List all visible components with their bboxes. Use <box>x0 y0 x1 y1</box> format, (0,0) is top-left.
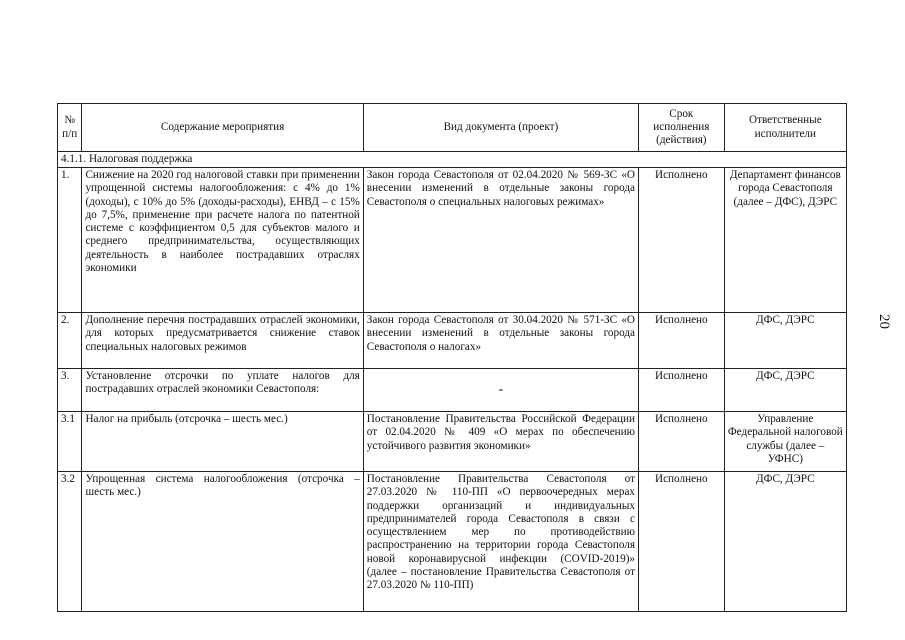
page-number: 20 <box>876 314 892 329</box>
table-row <box>58 472 847 612</box>
header-row <box>58 104 847 152</box>
row-num: 1. <box>58 168 82 313</box>
section-row <box>58 152 847 168</box>
row-responsible: ДФС, ДЭРС <box>724 472 846 612</box>
table-row <box>58 412 847 472</box>
row-num: 2. <box>58 313 82 369</box>
row-content: Снижение на 2020 год налоговой ставки при применении упрощенной системы налогообложения: с 4% до 1% (доходы), с 10% до 5% (доходы-расходы), ЕНВД – с 15% до 7,5%, применение при расчете налога по патентной системе с коэффициентом 0,5 для субъектов малого и среднего предпринимательства, осуществляющих деятельность в наиболее пострадавших отраслях экономики <box>82 168 363 313</box>
row-responsible: Департамент финансов города Севастополя (далее – ДФС), ДЭРС <box>724 168 846 313</box>
row-term: Исполнено <box>639 412 725 472</box>
row-content: Упрощенная система налогообложения (отсрочка – шесть мес.) <box>82 472 363 612</box>
row-doc: - <box>363 369 638 412</box>
header-num: № п/п <box>58 104 82 152</box>
row-responsible: ДФС, ДЭРС <box>724 313 846 369</box>
row-num: 3.1 <box>58 412 82 472</box>
row-responsible: ДФС, ДЭРС <box>724 369 846 412</box>
row-term: Исполнено <box>639 472 725 612</box>
row-num: 3.2 <box>58 472 82 612</box>
row-term: Исполнено <box>639 369 725 412</box>
row-doc: Постановление Правительства Севастополя от 27.03.2020 № 110-ПП «О первоочередных мерах поддержки организаций и индивидуальных предпринимателей города Севастополя в связи с осуществлением мер по противодействию распространению на территории города Севастополя новой коронавирусной инфекции (COVID-2019)» (далее – постановление Правительства Севастополя от 27.03.2020 № 110-ПП) <box>363 472 638 612</box>
row-term: Исполнено <box>639 313 725 369</box>
table-row <box>58 168 847 313</box>
row-doc: Закон города Севастополя от 30.04.2020 № 571-ЗС «О внесении изменений в отдельные законы города Севастополя о налогах» <box>363 313 638 369</box>
row-content: Установление отсрочки по уплате налогов для пострадавших отраслей экономики Севастополя: <box>82 369 363 412</box>
header-doc: Вид документа (проект) <box>363 104 638 152</box>
row-content: Дополнение перечня пострадавших отраслей экономики, для которых предусматривается снижение ставок специальных налоговых режимов <box>82 313 363 369</box>
section-title: 4.1.1. Налоговая поддержка <box>58 152 847 168</box>
row-term: Исполнено <box>639 168 725 313</box>
measures-table <box>57 103 847 612</box>
table-row <box>58 313 847 369</box>
header-content: Содержание мероприятия <box>82 104 363 152</box>
row-responsible: Управление Федеральной налоговой службы (далее – УФНС) <box>724 412 846 472</box>
header-term: Срок исполнения (действия) <box>639 104 725 152</box>
row-num: 3. <box>58 369 82 412</box>
row-doc: Постановление Правительства Российской Федерации от 02.04.2020 № 409 «О мерах по обеспечению устойчивого развития экономики» <box>363 412 638 472</box>
row-content: Налог на прибыль (отсрочка – шесть мес.) <box>82 412 363 472</box>
table-row <box>58 369 847 412</box>
row-doc: Закон города Севастополя от 02.04.2020 № 569-ЗС «О внесении изменений в отдельные законы города Севастополя о специальных налоговых режимах» <box>363 168 638 313</box>
header-responsible: Ответственные исполнители <box>724 104 846 152</box>
